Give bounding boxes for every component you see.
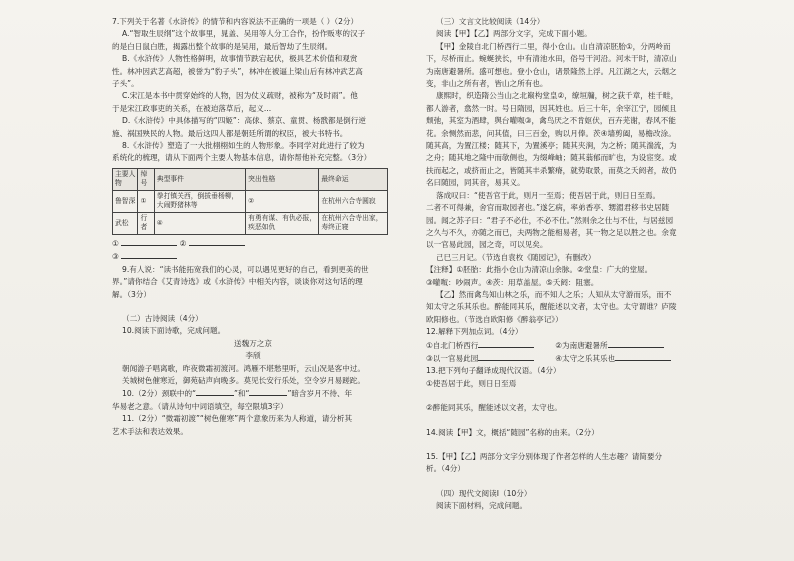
table-header-row xyxy=(113,168,388,190)
q7-option-c-2: 于是宋江政事吏的关系，在被迫落草后，起义... xyxy=(112,103,272,113)
table-cell: ① xyxy=(138,190,154,212)
q9-line-1: 9.有人说：“读书能拓宽我们的心灵，可以遇见更好的自己，看到更美的世 xyxy=(122,264,369,274)
passage-jia-line: 之久与不久，亦随之而已，夫两物之能相易者，其一物之足以胜之也。余竟 xyxy=(426,227,677,237)
passage-jia-line: 二者不可得兼，舍官而取园者也。”遂乞病，率弟香亭、甥湄君移书史居随 xyxy=(426,203,670,213)
q7-option-d-2: 施、祸国殃民的人物。最后这四人都是朝廷所谓的权臣，被大书特书。 xyxy=(112,128,348,138)
right-column xyxy=(426,16,702,513)
q11-line-2: 艺术手法和表达效果。 xyxy=(112,426,188,436)
answer-marker: ② xyxy=(179,238,187,248)
answer-blank[interactable] xyxy=(121,237,177,246)
table-cell: 有勇有谋、有仇必报，疾恶如仇 xyxy=(246,212,319,234)
character-table xyxy=(112,168,388,235)
q10-1-text: 10.（2分）颈联中的“ xyxy=(122,389,196,399)
q12-item: ④太守之乐其乐也 xyxy=(555,353,616,363)
table-cell: 武松 xyxy=(113,212,138,234)
table-cell: 鲁智深 xyxy=(113,190,138,212)
passage-yi-line: 知太守之乐其乐也。醉能同其乐，醒能述以文者，太守也。太守谓谁？庐陵 xyxy=(426,302,677,312)
q8-answer-line-1 xyxy=(112,237,394,250)
q7-option-b-2: 性。林冲因武艺高超，被誉为“豹子头”，林冲在被逼上梁山后有林冲武艺高 xyxy=(112,66,363,76)
notes-line: ③嚾呶：吵闹声。④茨：用草盖屋。⑤夭阏：阻塞。 xyxy=(426,277,599,287)
table-header: 典型事件 xyxy=(154,168,245,190)
q15-line-1: 15.【甲】【乙】两部分文字分别体现了作者怎样的人生志趣？请简要分 xyxy=(426,452,663,461)
passage-jia-line: 园。闻之苏子曰：“君子不必仕，不必不仕。”然则余之仕与不仕，与居兹园 xyxy=(426,215,674,225)
q7-option-b-1: B.《水浒传》人物性格鲜明，故事情节跌宕起伏，极具艺术价值和观赏 xyxy=(122,54,358,64)
section-3-intro: 阅读【甲】【乙】两部分文字，完成下面小题。 xyxy=(436,29,592,39)
q12-row xyxy=(426,352,702,365)
answer-marker: ③ xyxy=(112,252,119,262)
q9-line-2: 界。”请你结合《艾青诗选》或《水浒传》中相关内容，谈谈你对这句话的理 xyxy=(112,277,363,287)
section-2-title: （二）古诗阅读（4分） xyxy=(122,313,203,323)
q8-stem-1: 8.《水浒传》塑造了一大批栩栩如生的人物形象。李同学对此进行了较为 xyxy=(122,141,365,151)
answer-blank[interactable] xyxy=(121,250,177,259)
q10-1-text: ”暗含岁月不待、年 xyxy=(287,389,353,399)
table-cell: 在杭州六合寺圆寂 xyxy=(319,190,388,212)
q7-option-d-1: D.《水浒传》中具体描写的“四姬”：高俅、蔡京、童贯、杨戬都是倒行逆 xyxy=(122,116,366,126)
table-header: 绰号 xyxy=(138,168,154,190)
q12-item: ①自北门桥西行 xyxy=(426,340,479,350)
poem-title: 送魏万之京 xyxy=(234,338,272,348)
table-cell: 拳打镇关西，倒拔垂杨柳，大闹野猪林等 xyxy=(154,190,245,212)
answer-blank[interactable] xyxy=(608,339,664,348)
q13-sentence-2: ②醉能同其乐，醒能述以文者，太守也。 xyxy=(426,403,562,413)
table-row xyxy=(113,212,388,234)
q14-stem: 14.阅读【甲】文，概括“随园”名称的由来。（2分） xyxy=(426,427,599,437)
answer-blank[interactable] xyxy=(478,339,534,348)
passage-yi-line: 欧阳修也。（节选自欧阳修《醉翁亭记》） xyxy=(426,314,563,324)
table-row xyxy=(113,190,388,212)
table-cell: 在杭州六合寺出家，寿终正寝 xyxy=(319,212,388,234)
q12-row xyxy=(426,339,702,352)
q10-1-text: ”和“ xyxy=(234,389,250,399)
q12-stem: 12.解释下列加点词。（4分） xyxy=(426,327,523,337)
poem-line-1: 朝闻游子唱离歌，昨夜微霜初渡河。鸿雁不堪愁里听，云山况是客中过。 xyxy=(122,363,365,373)
q7-option-a-2: 的是白日鼠白胜，揭露出整个故事的是吴用，最后智劫了生辰纲。 xyxy=(112,41,333,51)
passage-jia-line: 康熙时，织造隋公当山之北巅构堂皇②，缭垣牖，树之荻千章，桂千畦， xyxy=(436,91,679,101)
table-header: 主要人物 xyxy=(113,168,138,190)
passage-jia-line: 花。余恻然而悲，问其值，曰三百金，购以月俸。茨④墙剪阖，易檐改涂。 xyxy=(426,128,676,138)
passage-yi-line: 【乙】然而禽鸟知山林之乐，而不知人之乐；人知从太守游而乐，而不 xyxy=(436,289,672,299)
q7-option-b-3: 子头”。 xyxy=(112,79,139,89)
q13-stem: 13.把下列句子翻译成现代汉语。（4分） xyxy=(426,366,561,376)
q10-stem: 10.阅读下面诗歌，完成问题。 xyxy=(122,326,226,336)
answer-blank[interactable] xyxy=(196,387,234,396)
q9-line-3: 解。（3分） xyxy=(112,289,151,299)
passage-jia-line: 扶而起之，或挤而止之，皆随其丰杀繁瘠，就势取景，而莫之夭阏者，故仍 xyxy=(426,165,677,175)
table-header: 突出性格 xyxy=(246,168,319,190)
q11-line-1: 11.（2分）“微霜初渡”“树色催寒”两个意象历来为人称道，请分析其 xyxy=(122,414,353,424)
q7-option-c-1: C.宋江是本书中贯穿始终的人物，因为仗义疏财，被称为“及时雨”。他 xyxy=(122,91,358,101)
answer-marker: ① xyxy=(112,238,119,248)
q8-answer-line-2 xyxy=(112,250,394,263)
q8-stem-2: 系统化的梳理，请从下面两个主要人物基本信息，请你帮他补充完整。（3分） xyxy=(112,153,372,163)
answer-blank[interactable] xyxy=(615,352,671,361)
passage-jia-line: 变，非山之所有者，皆山之所有也。 xyxy=(426,79,548,89)
q10-1-line-1 xyxy=(112,387,394,400)
notes-line: 【注释】①胚胎：此指小仓山为清凉山余脉。②堂皇：广大的堂屋。 xyxy=(426,265,653,275)
q15-line-2: 析。（4分） xyxy=(426,464,465,474)
passage-jia-line: 落成叹曰：“使吾官于此，则月一至焉；使吾居于此，则日日至焉。 xyxy=(436,190,661,200)
q7-stem: 7.下列关于名著《水浒传》的情节和内容说法不正确的一项是（ ）（2分） xyxy=(112,17,359,26)
passage-jia-line: 下，尽桥而止。蜿蜒狭长，中有清池水田，俗号干河沿。河未干时，清凉山 xyxy=(426,54,677,64)
table-header: 最终命运 xyxy=(319,168,388,190)
passage-jia-line: 为南唐避暑所。盛可想也。登小仓山，诸景隆然上浮。凡江湖之大，云烟之 xyxy=(426,66,677,76)
passage-jia-line: 之舟；随其地之隆中而欹侧也，为缀峰岫；随其蓊郁而旷也，为设宦窔。或 xyxy=(426,153,677,163)
q7-option-a-1: A.“智取生辰纲”这个故事里，晁盖、吴用等人分工合作，扮作贩枣的汉子 xyxy=(122,29,366,39)
poem-author: 李颀 xyxy=(245,351,261,361)
section-4-intro: 阅读下面材料，完成问题。 xyxy=(436,501,528,511)
passage-jia-line: 颓弛，其室为酒肆，舆台嚾呶③，禽鸟厌之不肯妪伏，百卉芜谢，春风不能 xyxy=(426,116,676,126)
passage-jia-source: 己巳三月记。（节选自袁枚《随园记》，有删改） xyxy=(436,252,596,262)
answer-blank[interactable] xyxy=(478,352,534,361)
answer-blank[interactable] xyxy=(249,387,287,396)
table-cell: 行者 xyxy=(138,212,154,234)
q12-item: ②为南唐避暑所 xyxy=(555,340,608,350)
passage-jia-line: 随其高，为置江楼；随其下，为置溪亭；随其夹涧，为之桥；随其湍流，为 xyxy=(426,141,677,151)
passage-jia-line: 【甲】金陵自北门桥西行二里，得小仓山。山自清凉胚胎①，分两岭而 xyxy=(436,41,671,51)
table-cell: ④ xyxy=(154,212,245,234)
section-4-title: （四）现代文阅读Ⅰ（10分） xyxy=(436,488,532,498)
poem-line-2: 关城树色催寒近，御苑砧声向晚多。莫见长安行乐处，空令岁月易蹉跎。 xyxy=(122,375,365,385)
q10-1-line-2: 华易老之意。（请从诗句中词语填空，每空限填3字） xyxy=(112,401,288,411)
q12-item: ③以一官易此园 xyxy=(426,353,479,363)
q13-sentence-1: ①使吾居于此，则日日至焉 xyxy=(426,378,517,388)
table-cell: ② xyxy=(246,190,319,212)
passage-jia-line: 都人游者，翕然一时。号日隋园，因其姓也。后三十年，余宰江宁，园倾且 xyxy=(426,103,677,113)
answer-blank[interactable] xyxy=(189,237,245,246)
section-3-title: （三）文言文比较阅读（14分） xyxy=(436,17,545,26)
passage-jia-line: 以一官易此园，园之奇，可以见矣。 xyxy=(426,240,548,250)
passage-jia-line: 名曰随园，同其音，易其义。 xyxy=(426,178,525,188)
left-column xyxy=(112,16,394,438)
